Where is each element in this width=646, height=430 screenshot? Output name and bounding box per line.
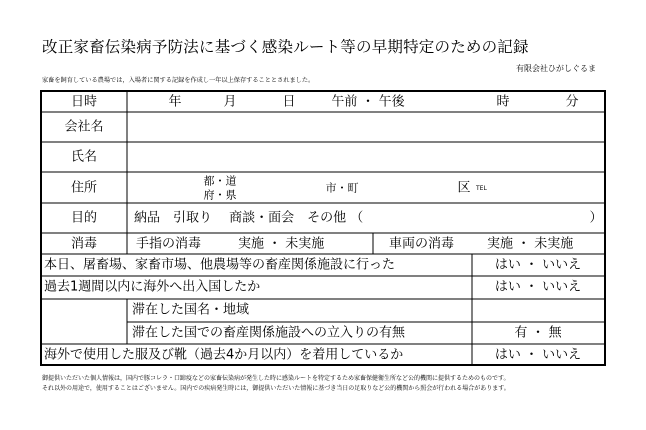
visitor-record-form [40, 90, 606, 366]
name-field[interactable] [130, 144, 602, 170]
form-title: 改正家畜伝染病予防法に基づく感染ルート等の早期特定のための記録 [42, 38, 529, 56]
name-label: 氏名 [70, 149, 98, 165]
facility-visit-choice[interactable]: はい ・ いいえ [494, 257, 582, 273]
question-facility-visit: 本日、屠畜場、家畜市場、他農場等の畜産関係施設に行った [44, 257, 396, 273]
city-unit: 市・町 [325, 181, 359, 195]
overseas-clothing-choice[interactable]: はい ・ いいえ [494, 347, 582, 363]
prefecture-top: 都・道 [203, 174, 237, 188]
company-label: 会社名 [64, 119, 104, 135]
stay-country-field[interactable] [474, 301, 602, 320]
privacy-note-line1: 御提供いただいた個人情報は，国内で豚コレラ・口蹄疫などの家畜伝染病が発生した時に感染ルートを特定するため家畜保健衛生所など公的機関に提供するためのものです。 [42, 375, 510, 382]
company-name: 有限会社ひがしぐるま [516, 64, 596, 73]
date-label: 日時 [70, 94, 98, 110]
privacy-note-line2: それ以外の用途で，使用することはございません。国内での疾病発生時には，御提供いただいた情報に基づき当日の足取りなど公的機関から照会が行われる場合があります。 [42, 385, 510, 392]
ward-unit: 区 [457, 180, 471, 196]
address-label: 住所 [70, 180, 98, 196]
company-field[interactable] [130, 114, 602, 140]
hand-disinfect-choice[interactable]: 実施 ・ 未実施 [238, 236, 325, 252]
hour-unit: 時 [496, 94, 510, 110]
hand-disinfect-label: 手指の消毒 [136, 236, 202, 252]
purpose-close-paren: ） [589, 210, 603, 226]
overseas-travel-choice[interactable]: はい ・ いいえ [494, 279, 582, 295]
month-unit: 月 [223, 94, 237, 110]
minute-unit: 分 [565, 94, 579, 110]
tel-label: TEL [476, 185, 487, 192]
stay-country-label: 滞在した国名・地域 [132, 302, 250, 318]
purpose-label: 目的 [70, 210, 98, 226]
question-overseas-travel: 過去1週間以内に海外へ出入国したか [44, 279, 261, 295]
stay-facility-label: 滞在した国での畜産関係施設への立入りの有無 [132, 325, 406, 341]
day-unit: 日 [282, 94, 296, 110]
stay-facility-choice[interactable]: 有 ・ 無 [514, 325, 562, 341]
year-unit: 年 [168, 94, 182, 110]
purpose-options[interactable]: 納品 引取り 商談・面会 その他 （ [134, 210, 364, 226]
vehicle-disinfect-choice[interactable]: 実施 ・ 未実施 [487, 236, 574, 252]
notice-text: 家畜を飼育している農場では，入場者に関する記録を作成し一年以上保存することとされました。 [42, 77, 315, 84]
prefecture-bottom: 府・県 [203, 188, 237, 202]
vehicle-disinfect-label: 車両の消毒 [389, 236, 455, 252]
disinfect-label: 消毒 [70, 236, 98, 252]
question-overseas-clothing: 海外で使用した服及び靴（過去4か月以内）を着用しているか [44, 347, 404, 363]
am-pm-choice[interactable]: 午前 ・ 午後 [331, 94, 405, 110]
